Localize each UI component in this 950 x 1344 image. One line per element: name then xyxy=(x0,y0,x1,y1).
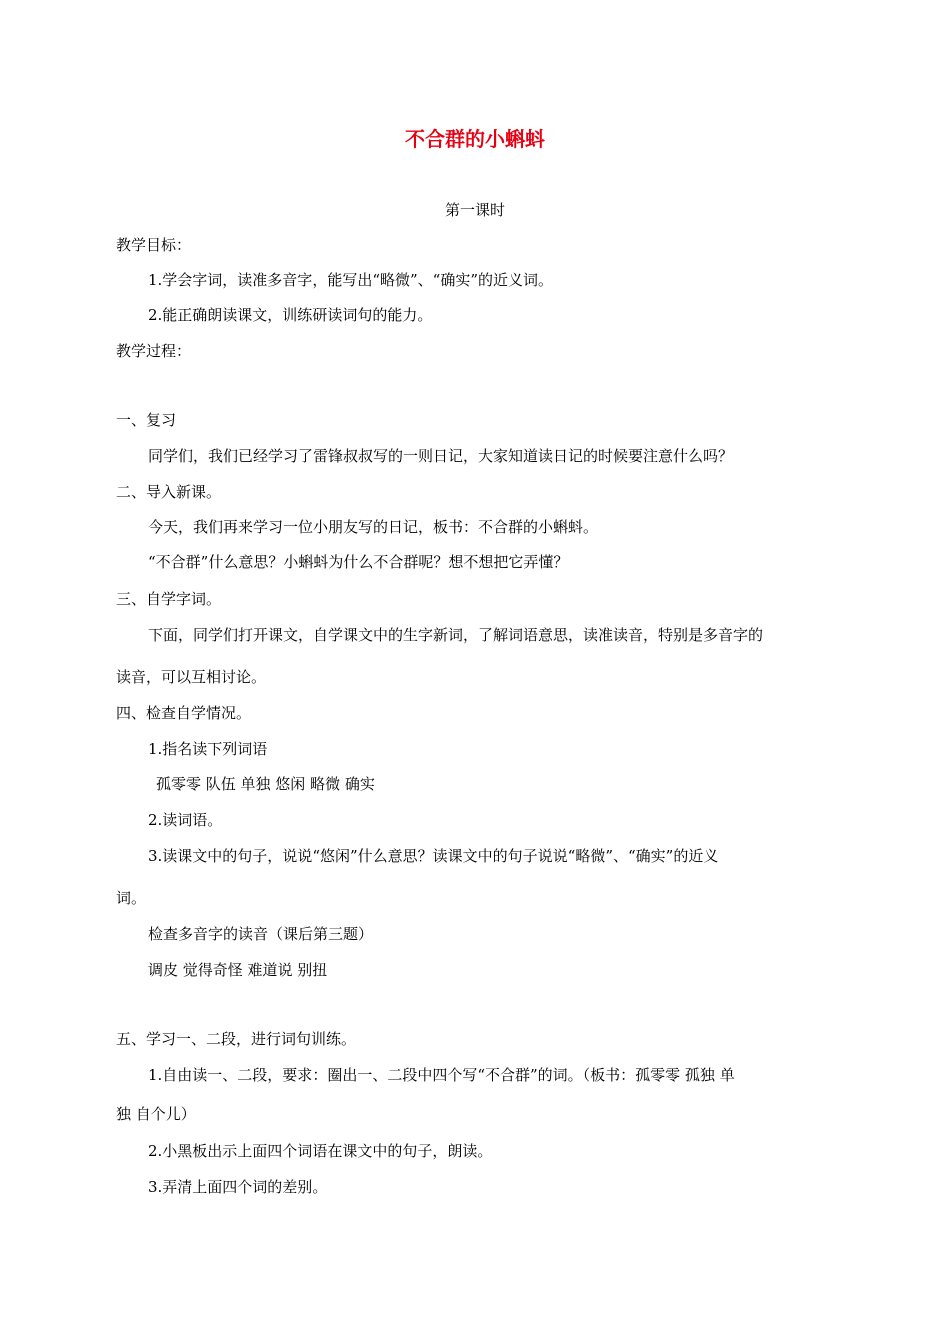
section-heading: 四、检查自学情况。 xyxy=(116,704,252,722)
document-title: 不合群的小蝌蚪 xyxy=(405,127,545,151)
paragraph-continuation: 独 自个儿） xyxy=(116,1105,196,1123)
word-list: 调皮 觉得奇怪 难道说 别扭 xyxy=(148,961,328,979)
paragraph: 今天，我们再来学习一位小朋友写的日记，板书：不合群的小蝌蚪。 xyxy=(148,518,599,536)
paragraph: 同学们，我们已经学习了雷锋叔叔写的一则日记，大家知道读日记的时候要注意什么吗？ xyxy=(148,447,734,465)
list-item: 1.指名读下列词语 xyxy=(148,740,268,758)
section-heading: 一、复习 xyxy=(116,411,177,429)
goal-item: 2.能正确朗读课文，训练研读词句的能力。 xyxy=(148,306,433,324)
list-item: 3.读课文中的句子，说说“悠闲”什么意思？读课文中的句子说说“略微”、“确实”的近义 xyxy=(148,847,719,865)
list-item: 2.小黑板出示上面四个词语在课文中的句子，朗读。 xyxy=(148,1142,493,1160)
process-heading: 教学过程： xyxy=(116,342,192,360)
list-item: 2.读词语。 xyxy=(148,811,223,829)
list-item: 1.自由读一、二段，要求：圈出一、二段中四个写“不合群”的词。（板书：孤零零 孤独 单 xyxy=(148,1066,735,1084)
section-heading: 二、导入新课。 xyxy=(116,483,222,501)
lesson-label: 第一课时 xyxy=(444,201,505,219)
word-list: 孤零零 队伍 单独 悠闲 略微 确实 xyxy=(156,775,375,793)
paragraph: “不合群”什么意思？小蝌蚪为什么不合群呢？想不想把它弄懂？ xyxy=(148,553,569,571)
paragraph-continuation: 读音，可以互相讨论。 xyxy=(116,668,267,686)
goals-heading: 教学目标： xyxy=(116,236,192,254)
list-item: 3.弄清上面四个词的差别。 xyxy=(148,1178,328,1196)
section-heading: 五、学习一、二段，进行词句训练。 xyxy=(116,1030,357,1048)
paragraph: 下面，同学们打开课文，自学课文中的生字新词，了解词语意思，读准读音，特别是多音字的 xyxy=(148,626,764,644)
paragraph-continuation: 词。 xyxy=(116,889,147,907)
paragraph: 检查多音字的读音（课后第三题） xyxy=(148,925,374,943)
section-heading: 三、自学字词。 xyxy=(116,590,222,608)
goal-item: 1.学会字词，读准多音字，能写出“略微”、“确实”的近义词。 xyxy=(148,271,553,289)
